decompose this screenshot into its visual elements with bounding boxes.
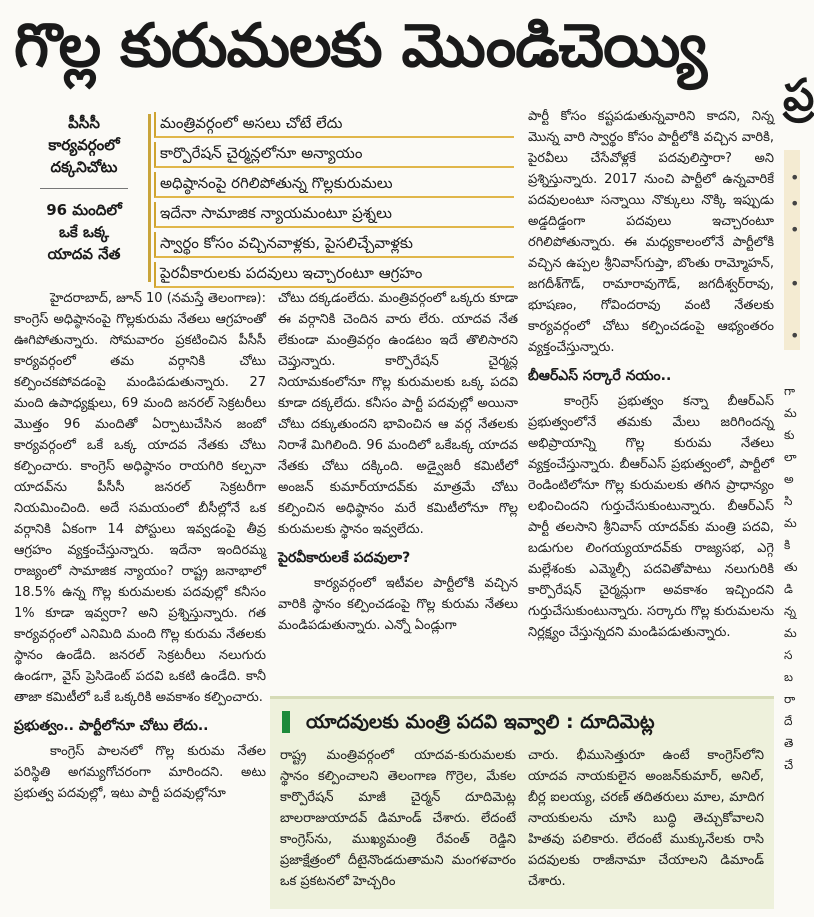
bullet-icon: • — [790, 274, 800, 293]
kicker-line: స్వార్థం కోసం వచ్చినవాళ్లకు, పైసలిచ్చేవాళ్లకు — [154, 232, 514, 258]
clipped-adjacent-highlight-box — [784, 150, 800, 350]
bullet-icon: • — [790, 326, 800, 345]
sidebar-story-box — [270, 696, 774, 909]
bullet-icon: • — [790, 220, 800, 239]
kicker-list — [154, 112, 514, 292]
bullet-icon: • — [790, 194, 800, 213]
kicker-bracket — [148, 114, 151, 282]
paragraph: కాంగ్రెస్ ప్రభుత్వం కన్నా బీఆర్‌ఎస్ ప్రభుత్వంలోనే తమకు మేలు జరిగిందన్న అభిప్రాయాన్ని గొల్ల కురుమ నేతలు వ్యక్తంచేస్తున్నారు. బీఆర్‌ఎస్ ప్రభుత్వంలో, పార్టీలో రెండింటిలోనూ గొల్ల కురుమలకు తగిన ప్రాధాన్యం లభించిందని గుర్తుచేసుకుంటున్నారు. బీఆర్‌ఎస్ పార్టీ తలసాని శ్రీనివాస్ యాదవ్‌కు మంత్రి పదవి, బడుగుల లింగయ్యయాదవ్‌కు రాజ్యసభ, ఎగ్గె మల్లేశంకు ఎమ్మెల్సీ పదవితోపాటు నలుగురికి కార్పొరేషన్ చైర్మన్లుగా అవకాశం ఇచ్చిందని గుర్తుచేసుకుంటున్నారు. సర్కారు గొల్ల కురుమలను నిర్లక్ష్యం చేస్తున్నదని మండిపడుతున్నారు. — [528, 394, 774, 640]
kicker-line: మంత్రివర్గంలో అసలు చోటే లేదు — [154, 112, 514, 138]
bullet-icon: • — [790, 168, 800, 187]
headline: గొల్ల కురుమలకు మొండిచెయ్యి — [14, 11, 707, 81]
article-column-3 — [528, 106, 774, 682]
article-column-2 — [278, 288, 518, 666]
paragraph: హైదరాబాద్, జూన్ 10 (నమస్తే తెలంగాణ): కాంగ్రెస్ అధిష్ఠానంపై గొల్లకురుమ నేతలు ఆగ్రహంతో ఊగిపోతున్నారు. సోమవారం ప్రకటించిన పీసీసీ కార్యవర్గంలో తమ వర్గానికి చోటు కల్పించకపోవడంపై మండిపడుతున్నారు. 27 మంది ఉపాధ్యక్షులు, 69 మంది జనరల్ సెక్రటరీలు మొత్తం 96 మందితో ఏర్పాటుచేసిన జంబో కార్యవర్గంలో ఒకే ఒక్క యాదవ నేతకు చోటు కల్పించారు. కాంగ్రెస్ అధిష్ఠానం రాయగిరి కల్పనా యాదవ్‌ను పీసీసీ జనరల్ సెక్రటరీగా నియమించింది. అదే సమయంలో బీసీల్లోనే ఒక వర్గానికి ఏకంగా 14 పోస్టులు ఇవ్వడంపై తీవ్ర ఆగ్రహం వ్యక్తంచేస్తున్నారు. ఇదేనా ఇందిరమ్మ రాజ్యంలో సామాజిక న్యాయం? రాష్ట్ర జనాభాలో 18.5% ఉన్న గొల్ల కురుమలకు పదవుల్లో కనీసం 1% కూడా ఇవ్వరా? అని ప్రశ్నిస్తున్నారు. గత కార్యవర్గంలో ఎనిమిది మంది గొల్ల కురుమ నేతలకు స్థానం ఉండేది. జనరల్ సెక్రటరీలు నలుగురు ఉండగా, వైస్ ప్రెసిడెంట్ పదవి ఒకటి ఉండేది. కానీ తాజా కమిటీలో ఒకే ఒక్కరికి అవకాశం కల్పించారు. — [14, 291, 267, 705]
paragraph: పార్టీ కోసం కష్టపడుతున్నవారిని కాదని, నిన్న మొన్న వారి స్వార్థం కోసం పార్టీలోకి వచ్చిన వారికి, పైరవీలు చేసేవోళ్లకే పదవులిస్తారా? అని ప్రశ్నిస్తున్నారు. 2017 నుంచి పార్టీలో ఉన్నవారికే పదవులంటూ సన్నాయి నొక్కులు నొక్కి ఇప్పుడు అడ్డదిడ్డంగా పదవులు ఇచ్చారంటూ రగిలిపోతున్నారు. ఈ మధ్యకాలంలోనే పార్టీలోకి వచ్చిన ఉప్పల శ్రీనివాస్‌గుప్తా, బొంతు రామ్మోహన్, జగదీశ్‌గౌడ్, రామారావుగౌడ్, జగదీశ్వర్‌రావు, భూషణం, గోవిందరావు వంటి నేతలకు కార్యవర్గంలో చోటు కల్పించడంపై ఆభ్యంతరం వ్యక్తంచేస్తున్నారు. — [528, 109, 774, 355]
section-heading: బీఆర్‌ఎస్ సర్కారే నయం.. — [528, 368, 672, 384]
subhead-line: కార్యవర్గంలో — [48, 136, 120, 154]
subhead-box — [22, 112, 146, 284]
paragraph: చోటు దక్కడంలేదు. మంత్రివర్గంలో ఒక్కరు కూడా ఈ వర్గానికి చెందిన వారు లేరు. యాదవ నేత లేకుండా మంత్రివర్గం ఉండటం ఇదే తొలిసారని చెప్తున్నారు. కార్పొరేషన్ చైర్మన్ల నియామకంలోనూ గొల్ల కురుమలకు ఒక్క పదవి కూడా దక్కలేదు. కనీసం పార్టీ పదవుల్లో అయినా చోటు దక్కుతుందని భావించిన ఆ వర్గ నేతలకు నిరాశే మిగిలింది. 96 మందిలో ఒకేఒక్క యాదవ నేతకు చోటు దక్కింది. అడ్వైజరీ కమిటీలో అంజన్ కుమార్‌యాదవ్‌కు మాత్రమే చోటు కల్పించిన అధిష్ఠానం మరే కమిటీలోనూ గొల్ల కురుమలకు స్థానం ఇవ్వలేదు. — [278, 291, 518, 537]
clipped-adjacent-column: గా మ కు లా అ సి మ కి తు డి న్న మ స బ రా దే తె చే — [784, 384, 798, 772]
paragraph: కార్యవర్గంలో ఇటీవల పార్టీలోకి వచ్చిన వారికి స్థానం కల్పించడంపై గొల్ల కురుమ నేతలు మండిపడుతున్నారు. ఎన్నో ఏండ్లుగా — [278, 576, 518, 633]
section-heading: పైరవీకారులకే పదవులా? — [278, 550, 411, 566]
subhead-line: పీసీసీ — [68, 114, 100, 132]
kicker-line: పైరవీకారులకు పదవులు ఇచ్చారంటూ ఆగ్రహం — [154, 262, 514, 288]
sidebar-story-column-2: చారు. భీముసెత్తురూ ఉంటే కాంగ్రెస్‌లోని యాదవ నాయకులైన అంజన్‌కుమార్, అనిల్, బీర్ల ఐలయ్య, చరణ్ తదితరులు మాల, మాదిగ నాయకులను చూసి బుద్ధి తెచ్చుకోవాలని హితవు పలికారు. లేదంటే ముక్కునేలకు రాసి పదవులకు రాజీనామా చేయాలని డిమాండ్ చేశారు. — [528, 748, 764, 889]
sidebar-story-column-1: రాష్ట్ర మంత్రివర్గంలో యాదవ-కురుమలకు స్థానం కల్పించాలని తెలంగాణ గొర్రెల, మేకల కార్పొరేషన్ మాజీ చైర్మన్ దూదిమెట్ల బాలరాజుయాదవ్ డిమాండ్ చేశారు. లేదంటే కాంగ్రెస్‌ను, ముఖ్యమంత్రి రేవంత్ రెడ్డిని ప్రజాక్షేత్రంలో దీటైనొండదుతామని మంగళవారం ఒక ప్రకటనలో హెచ్చరిం — [280, 748, 516, 889]
kicker-line: ఇదేనా సామాజిక న్యాయమంటూ ప్రశ్నలు — [154, 202, 514, 228]
clipped-adjacent-headline: ప్ర — [783, 70, 814, 121]
kicker-line: అధిష్ఠానంపై రగిలిపోతున్న గొల్లకురుమలు — [154, 172, 514, 198]
sidebar-story-title — [270, 705, 774, 739]
subhead-line: దక్కనిచోటు — [50, 158, 118, 176]
article-column-1 — [14, 288, 266, 908]
subhead-line: 96 మందిలో — [46, 201, 122, 219]
kicker-line: కార్పొరేషన్ చైర్మన్లలోనూ అన్యాయం — [154, 142, 514, 168]
section-heading: ప్రభుత్వం.. పార్టీలోనూ చోటు లేదు.. — [14, 718, 209, 734]
subhead-line: యాదవ నేత — [47, 245, 121, 263]
paragraph: కాంగ్రెస్ పాలనలో గొల్ల కురుమ నేతల పరిస్థితి అగమ్యగోచరంగా మారిందని. అటు ప్రభుత్వ పదవుల్లో, ఇటు పార్టీ పదవుల్లోనూ — [14, 744, 266, 801]
subhead-line: ఒకే ఒక్క — [58, 223, 110, 241]
green-bar-icon — [282, 711, 290, 733]
sidebar-story-title-text: యాదవులకు మంత్రి పదవి ఇవ్వాలి : దూదిమెట్ల — [306, 711, 655, 733]
subhead-divider — [40, 188, 128, 189]
